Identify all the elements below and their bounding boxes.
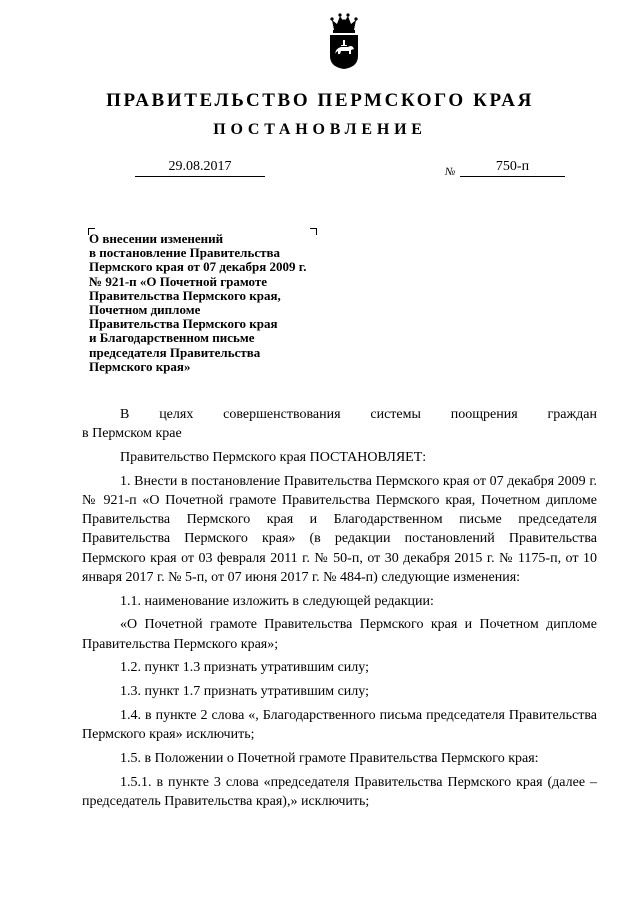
paragraph: 1.2. пункт 1.3 признать утратившим силу; <box>120 660 369 676</box>
paragraph: 1. Внести в постановление Правительства Пермского края от 07 декабря 2009 г. № 921-п «О Почетной грамоте Правительства Пермского края, Почетном дипломе Правительства Пермского края и Благодарственном письме председателя Правительства Пермского края» (в редакции постановлений Правительства Пермского края от 03 февраля 2011 г. № 50-п, от 30 декабря 2015 г. № 1175-п, от 10 января 2017 г. № 5-п, от 07 июня 2017 г. № 484-п) следующие изменения: <box>82 473 597 585</box>
document-type: ПОСТАНОВЛЕНИЕ <box>213 121 427 138</box>
subject-line: № 921-п «О Почетной грамоте <box>89 273 268 289</box>
paragraph: 1.5.1. в пункте 3 слова «председателя Правительства Пермского края (далее – председатель Правительства края),» исключить; <box>82 774 597 809</box>
preamble-word: граждан <box>547 407 597 422</box>
preamble-word: совершенствования <box>223 407 341 422</box>
preamble-word: целях <box>159 407 194 422</box>
paragraph: «О Почетной грамоте Правительства Пермского края и Почетном дипломе Правительства Пермского края»; <box>82 617 597 652</box>
preamble-line <box>82 405 597 424</box>
subject-line: Почетном дипломе <box>89 302 201 318</box>
paragraph: Правительство Пермского края ПОСТАНОВЛЯЕТ: <box>120 450 427 465</box>
subject-line: и Благодарственном письме <box>89 330 255 346</box>
organization-title: ПРАВИТЕЛЬСТВО ПЕРМСКОГО КРАЯ <box>106 90 534 111</box>
preamble-word: поощрения <box>450 407 518 422</box>
subject-line: Пермского края от 07 декабря 2009 г. <box>89 259 307 275</box>
paragraph: 1.5. в Положении о Почетной грамоте Правительства Пермского края: <box>120 751 539 766</box>
subject-line: О внесении изменений <box>89 231 224 246</box>
number-sign: № <box>445 166 456 178</box>
subject-line: Правительства Пермского края, <box>89 287 281 303</box>
subject-line: Пермского края» <box>89 358 191 374</box>
subject-line: председателя Правительства <box>89 344 261 360</box>
document-date: 29.08.2017 <box>135 159 265 177</box>
preamble-word: В <box>120 407 130 422</box>
document-number: 750-п <box>460 159 565 177</box>
coat-of-arms-icon <box>326 12 362 70</box>
preamble-continuation: в Пермском крае <box>82 426 182 442</box>
subject-line: Правительства Пермского края <box>89 316 278 332</box>
subject-line: в постановление Правительства <box>89 245 281 261</box>
document-body <box>82 405 597 816</box>
preamble-word: системы <box>370 407 421 422</box>
document-subject <box>89 232 359 374</box>
paragraph: 1.1. наименование изложить в следующей редакции: <box>120 593 434 609</box>
paragraph: 1.3. пункт 1.7 признать утратившим силу; <box>120 684 369 700</box>
paragraph: 1.4. в пункте 2 слова «, Благодарственного письма председателя Правительства Пермского края» исключить; <box>82 708 597 743</box>
